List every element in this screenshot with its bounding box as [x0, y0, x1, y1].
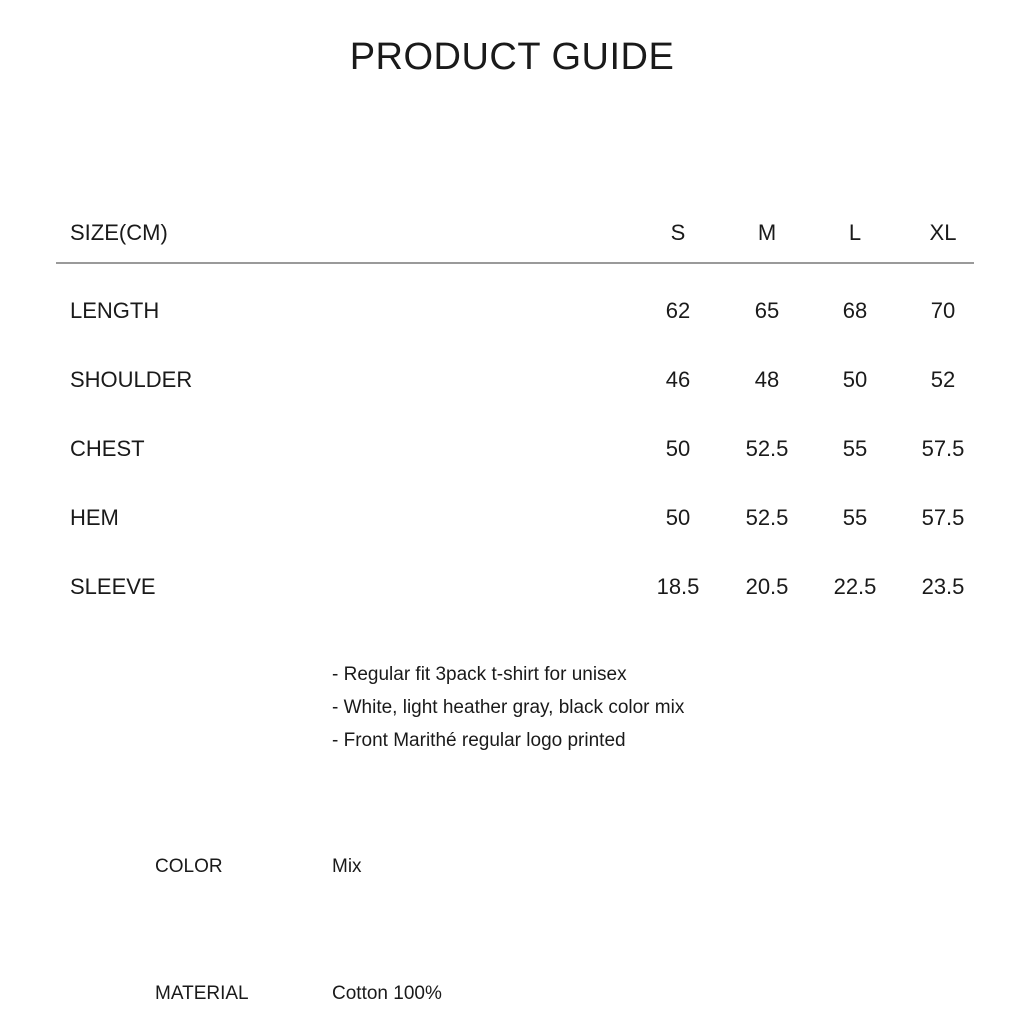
note-line: - Front Marithé regular logo printed: [332, 730, 626, 751]
cell-s: 50: [665, 436, 691, 461]
header-size-m: M: [757, 220, 777, 245]
table-row-sleeve: [56, 568, 974, 637]
cell-m: 52.5: [745, 436, 789, 461]
cell-s: 18.5: [656, 574, 700, 599]
cell-l: 55: [842, 505, 868, 530]
header-size-s: S: [670, 220, 686, 245]
spec-color-label: COLOR: [155, 856, 223, 877]
cell-s: 50: [665, 505, 691, 530]
cell-xl: 52: [930, 367, 956, 392]
cell-m: 48: [754, 367, 780, 392]
header-size-l: L: [848, 220, 862, 245]
row-label: CHEST: [70, 436, 145, 461]
product-notes: [332, 658, 684, 757]
cell-xl: 70: [930, 298, 956, 323]
table-row-shoulder: [56, 361, 974, 430]
cell-xl: 23.5: [921, 574, 965, 599]
spec-material-label: MATERIAL: [155, 983, 249, 1004]
size-table-header: [56, 214, 974, 256]
cell-m: 65: [754, 298, 780, 323]
header-size-xl: XL: [929, 220, 957, 245]
note-line: - Regular fit 3pack t-shirt for unisex: [332, 664, 627, 685]
row-label: HEM: [70, 505, 119, 530]
cell-s: 62: [665, 298, 691, 323]
table-header-row: [56, 214, 974, 256]
cell-l: 22.5: [833, 574, 877, 599]
cell-l: 68: [842, 298, 868, 323]
cell-m: 20.5: [745, 574, 789, 599]
table-row-chest: [56, 430, 974, 499]
table-divider: [56, 262, 974, 264]
cell-s: 46: [665, 367, 691, 392]
row-label: LENGTH: [70, 298, 160, 323]
cell-xl: 57.5: [921, 436, 965, 461]
cell-m: 52.5: [745, 505, 789, 530]
page-title: PRODUCT GUIDE: [349, 36, 675, 78]
size-table-body: [56, 292, 974, 637]
note-line: - White, light heather gray, black color mix: [332, 697, 685, 718]
row-label: SLEEVE: [70, 574, 156, 599]
spec-color-value: Mix: [332, 856, 362, 877]
table-row-hem: [56, 499, 974, 568]
table-row-length: [56, 292, 974, 361]
header-size-label: SIZE(CM): [70, 220, 168, 245]
cell-xl: 57.5: [921, 505, 965, 530]
spec-material-value: Cotton 100%: [332, 983, 442, 1004]
cell-l: 50: [842, 367, 868, 392]
cell-l: 55: [842, 436, 868, 461]
row-label: SHOULDER: [70, 367, 193, 392]
